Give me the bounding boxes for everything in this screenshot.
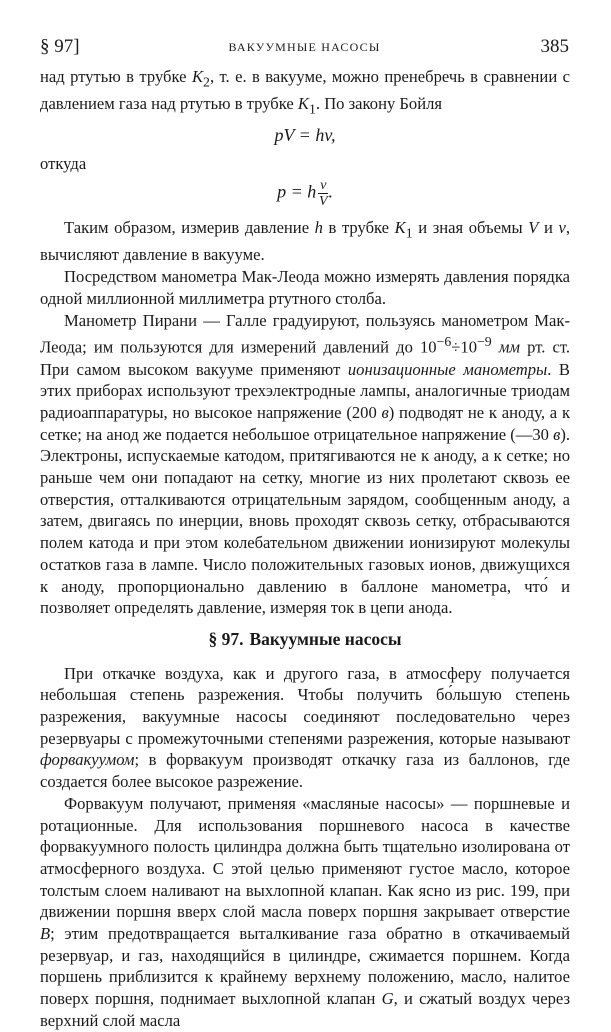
page-number: 385 — [540, 36, 569, 57]
section-number: § 97. — [208, 628, 244, 649]
section-heading — [40, 629, 570, 651]
header-title: ВАКУУМНЫЕ НАСОСЫ — [228, 40, 381, 54]
paragraph-2: Таким образом, измерив давление h в трубке $K_1$ и зная объемы V и v, вычисляют давление в вакууме. — [40, 218, 570, 265]
page-body — [40, 66, 570, 1032]
paragraph-5: При откачке воздуха, как и другого газа, в атмосферу получается небольшая степень разрежения. Чтобы получить бо́льшую степень разрежения, вакуумные насосы соединяют последовательно через резервуары с промежуточными степенями разрежения, которые называют форвакуумом; в форвакуум производят откачку газа из баллонов, где создается более высокое разрежение. — [40, 663, 570, 792]
formula-pressure: p = h $\frac{v}{V}$ . — [277, 178, 333, 210]
running-header — [40, 36, 569, 60]
formula-intro: откуда — [40, 153, 87, 173]
paragraph-6: Форвакуум получают, применяя «масляные насосы» — поршневые и ротационные. Для использования поршневого насоса в качестве форвакуумного полость цилиндра должна быть тщательно изолирована от атмосферного воздуха. С этой целью применяют густое масло, которое толстым слоем наливают на выхлопной клапан. Как ясно из рис. 199, при движении поршня вверх слой масла поверх поршня закрывает отверстие B; этим предотвращается выталкивание газа обратно в откачиваемый резервуар, и газ, находящийся в цилиндре, сжимается поршнем. Когда поршень приблизится к крайнему верхнему положению, масло, налитое поверх поршня, поднимает выхлопной клапан G, и сжатый воздух через верхний слой масла — [40, 793, 571, 1030]
header-section-ref: § 97] — [40, 36, 80, 57]
paragraph-3: Посредством манометра Мак-Леода можно измерять давления порядка одной миллионной миллиметра ртутного столба. — [40, 267, 570, 308]
paragraph-1: над ртутью в трубке $K_2$, т. е. в вакууме, можно пренебречь в сравнении с давлением газа над ртутью в трубке $K_1$. По закону Бойля — [40, 67, 570, 117]
formula-boyle: pV = hv, — [274, 125, 336, 146]
paragraph-4: Манометр Пирани — Галле градуируют, пользуясь манометром Мак-Леода; им пользуются для измерений давлений до $10^{-6}\div 10^{-9}$ мм рт. ст. При самом высоком вакууме применяют ионизационные манометры. В этих приборах используют трехэлектродные лампы, аналогичные триодам радиоаппаратуры, но высокое напряжение (200 в) подводят не к аноду, а к сетке; на анод же подается небольшое отрицательное напряжение (—30 в). Электроны, испускаемые катодом, притягиваются не к аноду, а к сетке; но раньше чем они попадают на сетку, многие из них пролетают сквозь ее отверстия, отталкиваются отрицательным зарядом, сообщенным аноду, а затем, двигаясь по инерции, вновь проходят сквозь сетку, отбрасываются полем катода и при этом колебательном движении ионизируют молекулы остатков газа в лампе. Число положительных газовых ионов, движущихся к аноду, пропорционально давлению в баллоне манометра, что́ и позволяет определять давление, измеряя ток в цепи анода. — [40, 310, 571, 618]
section-title: Вакуумные насосы — [249, 628, 402, 649]
